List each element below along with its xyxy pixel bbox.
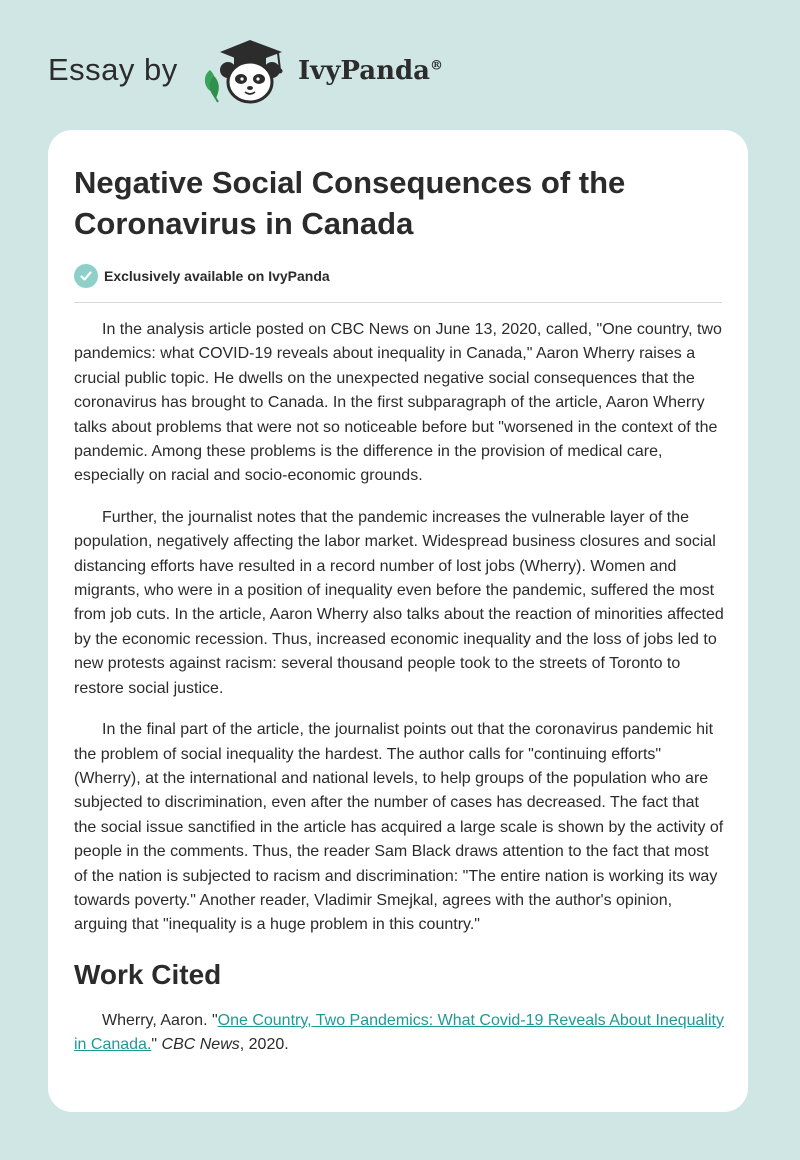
paragraph-1: In the analysis article posted on CBC News on June 13, 2020, called, "One country, two pandemics: what COVID-19 reveals about inequality in Canada," Aaron Wherry raises a crucial public topic. He dwells on the unexpected negative social consequences that the coronavirus has brought to Canada. In the first subparagraph of the article, Aaron Wherry talks about problems that were not so noticeable before but "worsened in the context of the pandemic. Among these problems is the difference in the provision of medical care, especially on racial and socio-economic grounds.	[74, 321, 722, 485]
site-header	[0, 0, 800, 130]
citation-entry	[74, 1009, 724, 1058]
brand-name[interactable]	[298, 56, 443, 86]
citation-quote-close: "	[151, 1036, 162, 1054]
page-title: Negative Social Consequences of the Coronavirus in Canada	[74, 165, 626, 241]
badge-label: Exclusively available on IvyPanda	[104, 268, 330, 284]
citation-author: Wherry, Aaron. "	[102, 1011, 218, 1029]
panda-graduate-icon[interactable]	[200, 36, 292, 106]
works-cited-heading: Work Cited	[74, 958, 222, 990]
paragraph-2: Further, the journalist notes that the pandemic increases the vulnerable layer of the population, negatively affecting the labor market. Widespread business closures and social distancing efforts have resulted in a record number of lost jobs (Wherry). Women and migrants, who were in a position of inequality even before the pandemic, suffered the most from job cuts. In the article, Aaron Wherry also talks about the reaction of minorities affected by the economic recession. Thus, increased economic inequality and the loss of jobs led to new protests against racism: several thousand people took to the streets of Toronto to restore social justice.	[74, 508, 724, 697]
citation-year: , 2020.	[239, 1036, 289, 1054]
registered-mark: ®	[430, 58, 444, 74]
brand-name-text: IvyPanda	[298, 56, 431, 86]
citation-link[interactable]: One Country, Two Pandemics: What Covid-19 Reveals About Inequality in Canada.	[74, 1011, 724, 1054]
brand-prefix: Essay by	[48, 52, 178, 87]
article-body	[74, 318, 724, 1058]
paragraph-3: In the final part of the article, the journalist points out that the coronavirus pandemic hit the problem of social inequality the hardest. The author calls for "continuing efforts" (Wherry), at the international and national levels, to help groups of the population who are subjected to discrimination, even after the number of cases has decreased. The fact that the social issue sanctified in the article has acquired a large scale is shown by the activity of people in the comments. Thus, the reader Sam Black draws attention to the fact that most of the nation is subjected to racism and discrimination: "The entire nation is working its way towards poverty." Another reader, Vladimir Smejkal, agrees with the author's opinion, arguing that "inequality is a huge problem in this country."	[74, 721, 724, 934]
divider	[74, 302, 722, 303]
exclusive-badge	[74, 263, 330, 289]
citation-source: CBC News	[161, 1036, 240, 1054]
check-icon	[74, 264, 98, 288]
essay-card	[48, 130, 748, 1112]
